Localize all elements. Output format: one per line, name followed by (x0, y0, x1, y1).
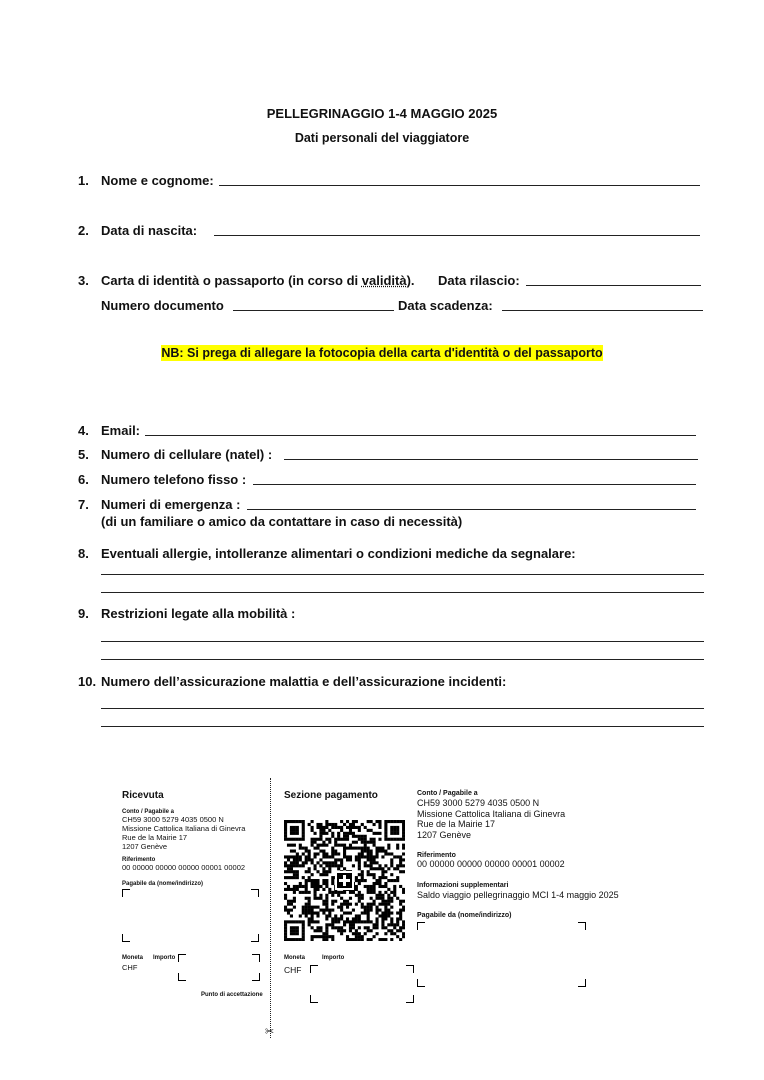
payment-currency: CHF (284, 965, 302, 975)
receipt-account-label: Conto / Pagabile a (122, 809, 175, 815)
field-label: Eventuali allergie, intolleranze alimentari o condizioni mediche da segnalare: (101, 546, 576, 561)
document-number-input-line[interactable] (233, 310, 394, 311)
field-insurance-label (78, 674, 506, 689)
field-label: Numero telefono fisso : (101, 472, 247, 487)
email-input-line[interactable] (145, 435, 696, 436)
receipt-reference-label: Riferimento (122, 857, 156, 863)
field-label: Numeri di emergenza : (101, 497, 241, 512)
payment-amount-label: Importo (322, 955, 345, 961)
payment-info: Saldo viaggio pellegrinaggio MCI 1-4 maggio 2025 (417, 890, 619, 900)
payment-iban: CH59 3000 5279 4035 0500 N (417, 798, 540, 808)
field-mobile-label (78, 447, 272, 462)
field-label: Numero dell’assicurazione malattia e dell’assicurazione incidenti: (101, 674, 507, 689)
emergency-hint: (di un familiare o amico da contattare in caso di necessità) (101, 514, 463, 529)
field-number: 2. (78, 223, 89, 238)
field-number: 7. (78, 497, 89, 512)
birthdate-input-line[interactable] (214, 235, 700, 236)
scissors-icon: ✂ (265, 1026, 275, 1038)
field-number: 1. (78, 173, 89, 188)
payment-creditor-name: Missione Cattolica Italiana di Ginevra (417, 808, 566, 819)
payment-account-label: Conto / Pagabile a (417, 790, 478, 797)
insurance-input-line-2[interactable] (101, 726, 704, 727)
payment-section-title: Sezione pagamento (284, 790, 378, 801)
insurance-input-line-1[interactable] (101, 708, 704, 709)
field-label: Restrizioni legate alla mobilità : (101, 606, 296, 621)
field-number: 3. (78, 273, 89, 288)
payment-payable-by-label: Pagabile da (nome/indirizzo) (417, 912, 512, 919)
document-number-label: Numero documento (101, 298, 224, 313)
payment-amount-box[interactable] (310, 965, 414, 1003)
mobility-input-line-2[interactable] (101, 659, 704, 660)
receipt-payable-by-box[interactable] (122, 889, 259, 942)
field-label: Nome e cognome: (101, 173, 214, 188)
payment-creditor-street: Rue de la Mairie 17 (417, 819, 496, 829)
field-label: Data di nascita: (101, 223, 198, 238)
field-number: 5. (78, 447, 89, 462)
payment-account-block (417, 798, 565, 840)
field-number: 6. (78, 472, 89, 487)
receipt-currency: CHF (122, 963, 138, 972)
receipt-iban: CH59 3000 5279 4035 0500 N (122, 815, 224, 824)
expiry-date-input-line[interactable] (502, 310, 703, 311)
receipt-reference: 00 00000 00000 00000 00001 00002 (122, 863, 246, 872)
field-number: 4. (78, 423, 89, 438)
issue-date-label: Data rilascio: (438, 273, 520, 288)
field-birthdate-label (78, 223, 197, 238)
field-label: Numero di cellulare (natel) : (101, 447, 273, 462)
payment-reference: 00 00000 00000 00000 00001 00002 (417, 859, 565, 869)
payment-creditor-city: 1207 Genève (417, 829, 472, 840)
field-email-label (78, 423, 140, 438)
document-title: PELLEGRINAGGIO 1-4 MAGGIO 2025 (266, 106, 498, 121)
note-banner (0, 346, 764, 360)
receipt-payable-by-label: Pagabile da (nome/indirizzo) (122, 881, 204, 887)
payment-reference-label: Riferimento (417, 852, 456, 859)
field-allergies-label (78, 546, 576, 561)
mobile-input-line[interactable] (284, 459, 698, 460)
issue-date-input-line[interactable] (526, 285, 701, 286)
field-number: 8. (78, 546, 89, 561)
emergency-input-line[interactable] (247, 509, 696, 510)
field-number: 10. (78, 674, 97, 689)
receipt-creditor-street: Rue de la Mairie 17 (122, 833, 188, 842)
field-emergency-label (78, 497, 240, 512)
receipt-currency-label: Moneta (122, 955, 143, 961)
allergies-input-line-1[interactable] (101, 574, 704, 575)
name-input-line[interactable] (219, 185, 700, 186)
allergies-input-line-2[interactable] (101, 592, 704, 593)
field-label: Email: (101, 423, 141, 438)
field-mobility-label (78, 606, 295, 621)
receipt-creditor-name: Missione Cattolica Italiana di Ginevra (122, 824, 246, 833)
receipt-account-block (122, 815, 245, 851)
field-label-underlined: validità (361, 273, 407, 288)
field-name-label (78, 173, 214, 188)
document-subtitle: Dati personali del viaggiatore (294, 131, 470, 145)
payment-payable-by-box[interactable] (417, 922, 586, 987)
payment-currency-label: Moneta (284, 955, 305, 961)
receipt-title: Ricevuta (122, 790, 164, 801)
payment-info-label: Informazioni supplementari (417, 882, 509, 889)
swiss-qr-code (284, 820, 405, 941)
note-text: NB: Si prega di allegare la fotocopia della carta d'identità o del passaporto (161, 346, 603, 360)
landline-input-line[interactable] (253, 484, 696, 485)
receipt-amount-box[interactable] (178, 954, 260, 981)
receipt-amount-label: Importo (153, 955, 176, 961)
swiss-cross-icon (335, 871, 354, 890)
field-label: Carta di identità o passaporto (in corso di (101, 273, 362, 288)
field-number: 9. (78, 606, 89, 621)
field-landline-label (78, 472, 246, 487)
receipt-creditor-city: 1207 Genève (122, 842, 168, 851)
expiry-date-label: Data scadenza: (398, 298, 493, 313)
field-id-label: 3. Carta di identità o passaporto (in corso di validità). (78, 273, 415, 288)
mobility-input-line-1[interactable] (101, 641, 704, 642)
receipt-acceptance-point: Punto di accettazione (201, 992, 263, 998)
receipt-separator (270, 778, 271, 1038)
